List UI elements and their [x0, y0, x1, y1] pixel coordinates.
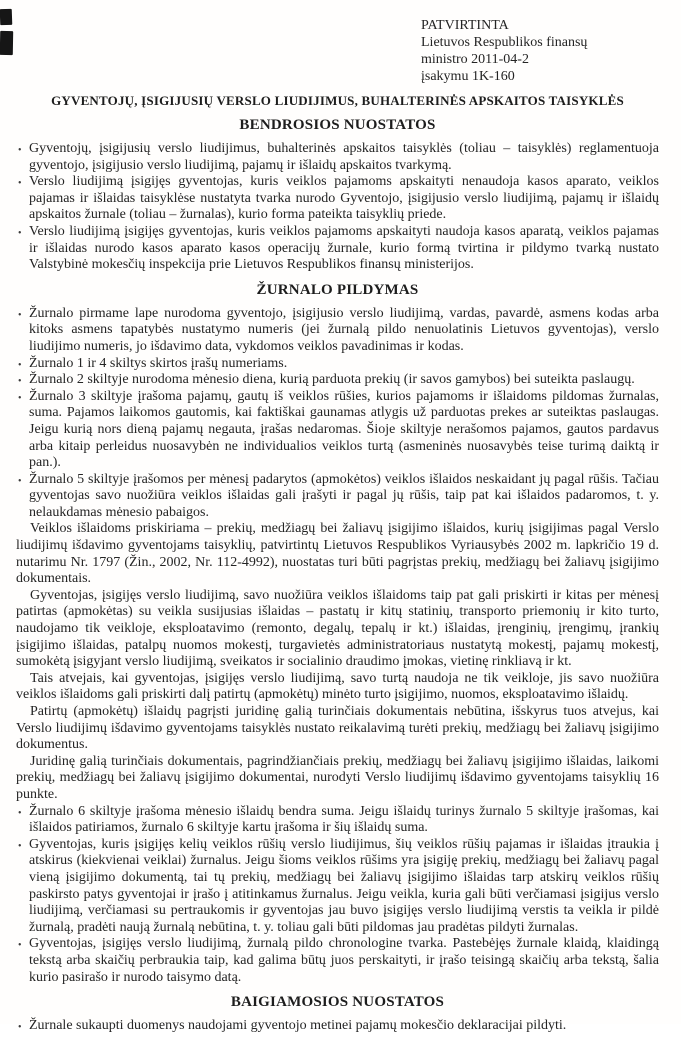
- body-paragraph: Juridinę galią turinčiais dokumentais, pagrindžiančiais prekių, medžiagų bei žaliavų įsigijimo išlaidas, laikomi prekių, medžiagų bei žaliavų įsigijimo dokumentai, nurodyti Verslo liudijimų išdavimo gyventojams taisyklių 16 punkte.: [16, 753, 659, 802]
- approval-block: [421, 17, 659, 85]
- scan-artifact-mark: [0, 9, 12, 25]
- document-body: [16, 117, 659, 1035]
- bullet-item: • Žurnalo 3 skiltyje įrašoma pajamų, gautų iš veiklos rūšies, kurios pajamoms ir išlaidoms pildomas žurnalas, suma. Pajamos laikomos gautomis, kai faktiškai gaunamas atlygis už parduotas prekes ar suteiktas paslaugas. Jeigu kurią nors dieną pajamų negauta, įrašas nedaromas. Šioje skiltyje nerašomos pajamos, gautos pardavus arba kitaip perleidus nuosavybėn ne individualios veiklos turtą (asmeninės nuosavybės teise turimą daiktą ir pan.).: [16, 389, 659, 472]
- bullet-item: • Gyventojas, įsigijęs verslo liudijimą, žurnalą pildo chronologine tvarka. Pastebėjęs žurnale klaidą, klaidingą tekstą arba skaičių perbraukia taip, kad galima būtų juos perskaityti, ir įrašo teisingą skaičių arba tekstą, šalia kurio pasirašo ir nurodo taisymo datą.: [16, 936, 659, 986]
- bullet-item: • Žurnalo 2 skiltyje nurodoma mėnesio diena, kurią parduota prekių (ir savos gamybos) bei suteikta paslaugų.: [16, 372, 659, 389]
- bullet-item: • Verslo liudijimą įsigijęs gyventojas, kuris veiklos pajamoms apskaityti nenaudoja kasos aparato, veiklos pajamas ir išlaidas taisyklėse nustatyta tvarka nurodo Gyventojo, įsigijusio verslo liudijimą, pajamų ir išlaidų apskaitos žurnale (toliau – žurnalas), kurio forma pateikta taisyklių priede.: [16, 174, 659, 224]
- scan-artifact-mark: [0, 31, 13, 55]
- section-baigiamosios-nuostatos: [16, 994, 659, 1035]
- body-paragraph: Tais atvejais, kai gyventojas, įsigijęs verslo liudijimą, savo turtą naudoja ne tik veikloje, jis savo nuožiūra veiklos išlaidoms gali priskirti dalį patirtų (apmokėtų) minėto turto įsigijimo, nuomos, eksploatavimo išlaidų.: [16, 670, 659, 703]
- bullet-item: • Gyventojų, įsigijusių verslo liudijimus, buhalterinės apskaitos taisyklės (toliau – taisyklės) reglamentuoja gyventojo, įsigijusio verslo liudijimą, pajamų ir išlaidų apskaitos tvarkymą.: [16, 141, 659, 174]
- bullet-item: • Žurnalo 6 skiltyje įrašoma mėnesio išlaidų bendra suma. Jeigu išlaidų turinys žurnalo 5 skiltyje įrašomas, kai išlaidos patiriamos, žurnalo 6 skiltyje kartu įrašoma ir šių išlaidų suma.: [16, 804, 659, 837]
- body-paragraph: Gyventojas, įsigijęs verslo liudijimą, savo nuožiūra veiklos išlaidoms taip pat gali priskirti ir kitas per mėnesį patirtas (apmokėtas) su veikla susijusias išlaidas – pastatų ir kitų statinių, transporto priemonių ir kito turto, naudojamo tik veikloje, eksploatavimo (remonto, degalų, tepalų ir kt.) išlaidas, įrenginių, įrengimų, įrankių įsigijimo išlaidas, patalpų nuomos mokestį, turgavietės administratoriaus nustatytą mokestį, pajamų mokestį, sumokėtą įsigyjant verslo liudijimą, sveikatos ir socialinio draudimo įmokas, vietinę rinkliavą ir kt.: [16, 587, 659, 670]
- bullet-item: • Žurnalo 5 skiltyje įrašomos per mėnesį padarytos (apmokėtos) veiklos išlaidos neskaidant jų pagal rūšis. Tačiau gyventojas savo nuožiūra veiklos išlaidas gali įrašyti ir pagal jų rūšis, taip pat kai išlaidos padaromos, t. y. nelaukdamas mėnesio pabaigos.: [16, 472, 659, 522]
- bullet-item: • Verslo liudijimą įsigijęs gyventojas, kuris veiklos pajamoms apskaityti naudoja kasos aparatą, veiklos pajamas ir išlaidas nurodo kasos aparato kasos operacijų žurnale, kurio formą tvirtina ir pildymo tvarką nustato Valstybinė mokesčių inspekcija prie Lietuvos Respublikos finansų ministerijos.: [16, 224, 659, 274]
- approval-line: įsakymu 1K-160: [421, 69, 515, 84]
- document-title: GYVENTOJŲ, ĮSIGIJUSIŲ VERSLO LIUDIJIMUS, BUHALTERINĖS APSKAITOS TAISYKLĖS: [51, 93, 624, 108]
- section-zurnalo-pildymas: [16, 282, 659, 986]
- section-bendrosios-nuostatos: [16, 117, 659, 274]
- section-heading: BAIGIAMOSIOS NUOSTATOS: [230, 994, 445, 1011]
- bullet-item: • Žurnalo 1 ir 4 skiltys skirtos įrašų numeriams.: [16, 356, 659, 373]
- bullet-item: • Žurnalo pirmame lape nurodoma gyventojo, įsigijusio verslo liudijimą, vardas, pavardė, asmens kodas arba kitoks asmens tapatybės nustatymo numeris (jei žurnalą pildo nenuolatinis Lietuvos gyventojas), verslo liudijimo numeris, jo išdavimo data, vykdomos veiklos pavadinimas ir kodas.: [16, 306, 659, 356]
- bullet-item: • Gyventojas, kuris įsigijęs kelių veiklos rūšių verslo liudijimus, šių veiklos rūšių pajamas ir išlaidas įtraukia į atskirus (kiekvienai veiklai) žurnalus. Jeigu šioms veiklos rūšims yra įsigiję prekių, medžiagų bei žaliavų pagal vieną įsigijimo dokumentą, tai tų prekių, medžiagų bei žaliavų įsigijimo išlaidas tarp atskirų veiklos rūšių paskirsto patys gyventojai ir įrašo į atitinkamus žurnalus. Jeigu veikla, kuria gali būti verčiamasi įsigijus verslo liudijimą, verčiamasi su pertraukomis ir gyventojas jau buvo įsigijęs verslo liudijimą verstis ta veikla ir pildė žurnalą, pradėti naują žurnalą nebūtina, t. y. toliau gali būti pildomas jau pradėtas pildyti žurnalas.: [16, 837, 659, 937]
- approval-line: ministro 2011-04-2: [421, 52, 529, 67]
- body-paragraph: Veiklos išlaidoms priskiriama – prekių, medžiagų bei žaliavų įsigijimo išlaidos, kurių įsigijimas pagal Verslo liudijimų išdavimo gyventojams taisyklių, patvirtintų Lietuvos Respublikos Vyriausybės 2002 m. lapkričio 19 d. nutarimu Nr. 1797 (Žin., 2002, Nr. 112-4992), nuostatas turi būti pagrįstas prekių, medžiagų bei žaliavų įsigijimo dokumentais.: [16, 521, 659, 587]
- section-heading: BENDROSIOS NUOSTATOS: [239, 117, 436, 133]
- bullet-item: • Žurnale sukaupti duomenys naudojami gyventojo metinei pajamų mokesčio deklaracijai pildyti.: [16, 1018, 659, 1035]
- approval-line: Lietuvos Respublikos finansų: [421, 35, 588, 50]
- body-paragraph: Patirtų (apmokėtų) išlaidų pagrįsti juridinę galią turinčiais dokumentais nebūtina, išskyrus tuos atvejus, kai Verslo liudijimų išdavimo gyventojams taisyklės nustato reikalavimą turėti prekių, medžiagų bei žaliavų įsigijimo dokumentus.: [16, 704, 659, 753]
- section-heading: ŽURNALO PILDYMAS: [256, 281, 419, 298]
- approval-line: PATVIRTINTA: [421, 18, 509, 33]
